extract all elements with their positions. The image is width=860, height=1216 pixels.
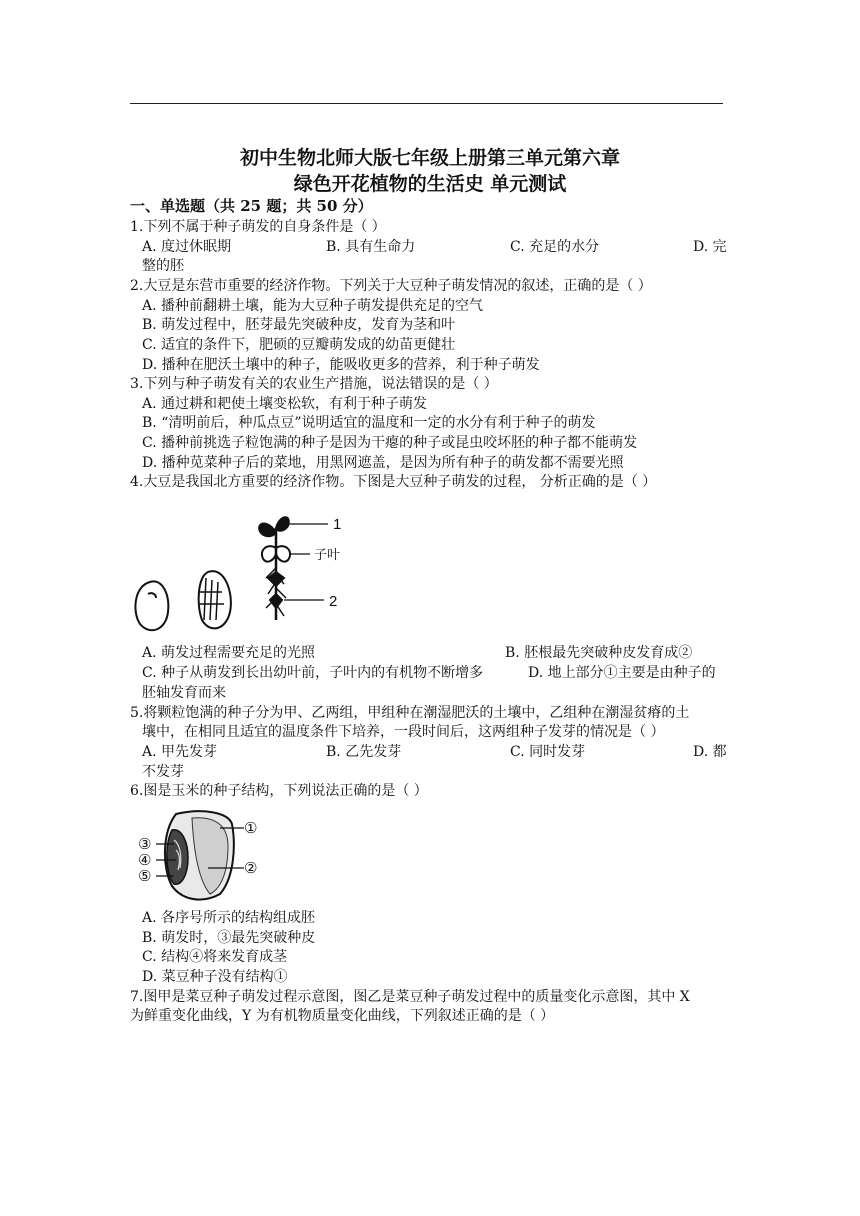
q4-option-b: B. 胚根最先突破种皮发育成② <box>505 645 693 661</box>
q2-option-d: D. 播种在肥沃土壤中的种子，能吸收更多的营养，利于种子萌发 <box>142 357 540 373</box>
figure-label-circled-4: ④ <box>138 851 152 869</box>
q4-option-d: D. 地上部分①主要是由种子的 <box>528 665 716 681</box>
q4-option-d-continued: 胚轴发育而来 <box>142 685 226 701</box>
q4-option-c: C. 种子从萌发到长出幼叶前，子叶内的有机物不断增多 <box>142 665 484 681</box>
figure-label-circled-1: ① <box>244 819 258 837</box>
q6-option-a: A. 各序号所示的结构组成胚 <box>142 910 316 926</box>
section-heading: 一、单选题（共 25 题；共 50 分） <box>130 197 373 215</box>
q5-stem-line1: 5.将颗粒饱满的种子分为甲、乙两组，甲组种在潮湿肥沃的土壤中，乙组种在潮湿贫瘠的土 <box>130 705 690 721</box>
q2-option-b: B. 萌发过程中，胚芽最先突破种皮，发育为茎和叶 <box>142 317 456 333</box>
q1-option-a: A. 度过休眠期 <box>142 239 232 255</box>
q3-stem: 3.下列与种子萌发有关的农业生产措施，说法错误的是（ ） <box>130 376 498 392</box>
q4-stem: 4.大豆是我国北方重要的经济作物。下图是大豆种子萌发的过程， 分析正确的是（ ） <box>130 474 657 490</box>
soybean-germination-figure <box>128 508 358 638</box>
figure-label-circled-5: ⑤ <box>138 867 152 885</box>
q3-option-d: D. 播种苋菜种子后的菜地，用黑网遮盖，是因为所有种子的萌发都不需要光照 <box>142 455 624 471</box>
q3-option-a: A. 通过耕和耙使土壤变松软，有利于种子萌发 <box>142 396 428 412</box>
q1-option-c: C. 充足的水分 <box>510 239 600 255</box>
q5-option-c: C. 同时发芽 <box>510 744 586 760</box>
document-title-line1: 初中生物北师大版七年级上册第三单元第六章 <box>239 147 620 169</box>
q1-option-d-continued: 整的胚 <box>142 258 184 274</box>
q6-option-b: B. 萌发时，③最先突破种皮 <box>142 930 316 946</box>
q2-option-c: C. 适宜的条件下，肥硕的豆瓣萌发成的幼苗更健壮 <box>142 337 456 353</box>
q5-stem-line2: 壤中，在相同且适宜的温度条件下培养，一段时间后，这两组种子发芽的情况是（ ） <box>142 724 665 740</box>
q5-option-d-continued: 不发芽 <box>142 764 184 780</box>
q5-option-d: D. 都 <box>693 744 727 760</box>
q6-option-c: C. 结构④将来发育成茎 <box>142 949 288 965</box>
q1-option-d: D. 完 <box>693 239 727 255</box>
figure-label-1: 1 <box>333 516 342 533</box>
q5-option-b: B. 乙先发芽 <box>326 744 402 760</box>
q7-stem-line1: 7.图甲是菜豆种子萌发过程示意图，图乙是菜豆种子萌发过程中的质量变化示意图，其中 X <box>130 989 690 1005</box>
q3-option-b: B. “清明前后，种瓜点豆”说明适宜的温度和一定的水分有利于种子的萌发 <box>142 415 596 431</box>
q3-option-c: C. 播种前挑选子粒饱满的种子是因为干瘪的种子或昆虫咬坏胚的种子都不能萌发 <box>142 435 638 451</box>
q1-option-b: B. 具有生命力 <box>326 239 416 255</box>
seed-stage-1 <box>135 581 168 630</box>
q6-stem: 6.图是玉米的种子结构，下列说法正确的是（ ） <box>130 783 428 799</box>
figure-label-circled-3: ③ <box>138 835 152 853</box>
corn-seed-structure-figure <box>132 806 272 906</box>
header-rule <box>130 103 723 104</box>
q2-stem: 2.大豆是东营市重要的经济作物。下列关于大豆种子萌发情况的叙述，正确的是（ ） <box>130 278 652 294</box>
figure-label-cotyledon: 子叶 <box>314 548 341 563</box>
q2-option-a: A. 播种前翻耕土壤，能为大豆种子萌发提供充足的空气 <box>142 298 484 314</box>
q4-option-a: A. 萌发过程需要充足的光照 <box>142 645 316 661</box>
q1-stem: 1.下列不属于种子萌发的自身条件是（ ） <box>130 219 386 235</box>
q5-option-a: A. 甲先发芽 <box>142 744 218 760</box>
figure-label-2: 2 <box>329 593 338 610</box>
document-title-line2: 绿色开花植物的生活史 单元测试 <box>293 173 567 195</box>
q6-option-d: D. 菜豆种子没有结构① <box>142 969 288 985</box>
figure-label-circled-2: ② <box>244 859 258 877</box>
q7-stem-line2: 为鲜重变化曲线，Y 为有机物质量变化曲线，下列叙述正确的是（ ） <box>130 1008 555 1024</box>
